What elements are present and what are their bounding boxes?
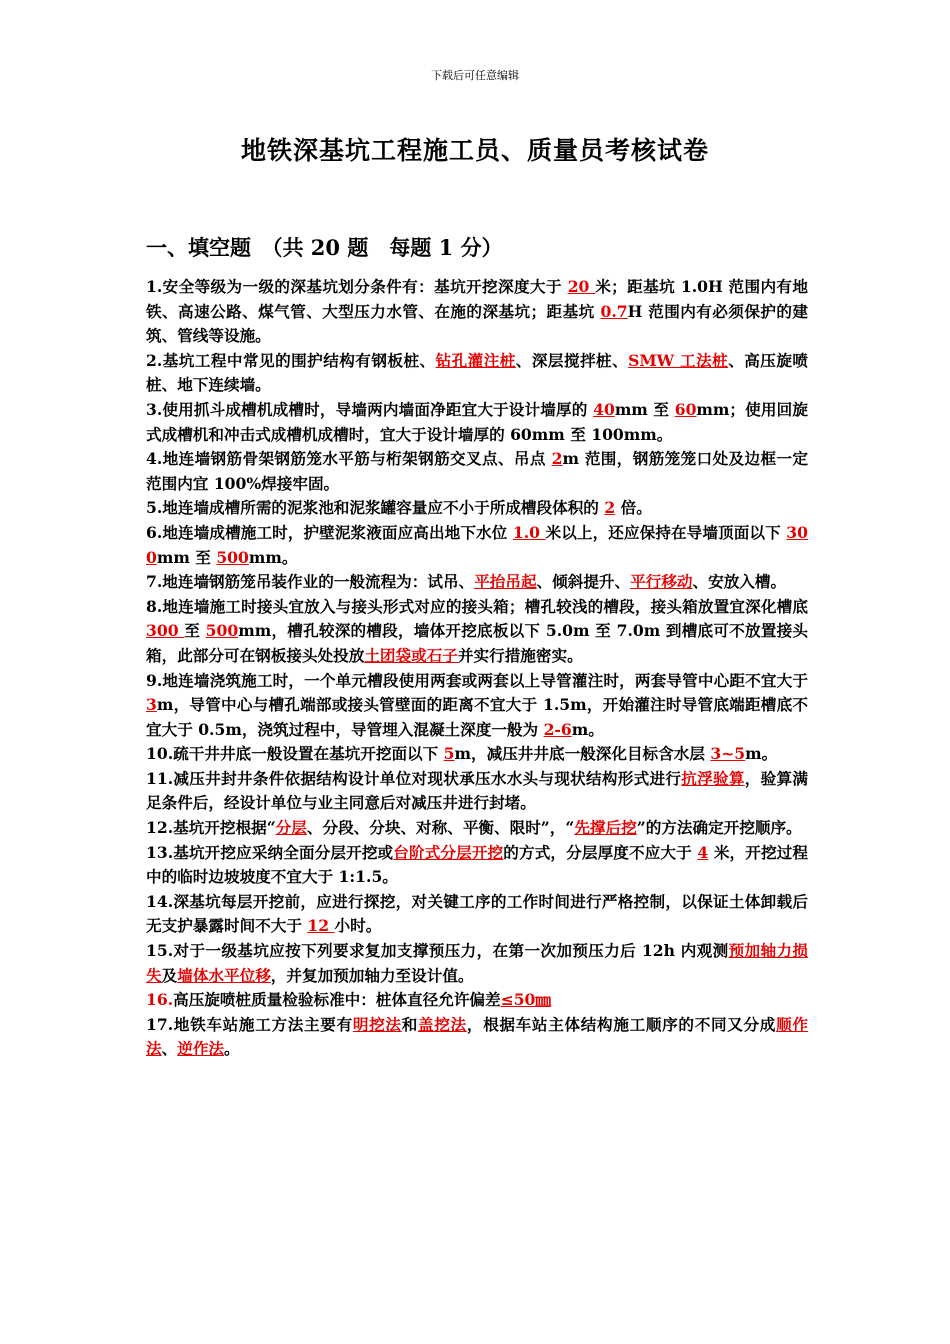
answer-blank: 先撑后挖 <box>574 818 637 838</box>
answer-blank: 墙体水平位移 <box>177 965 271 985</box>
question-item <box>146 939 808 988</box>
answer-blank: 20 <box>567 277 596 296</box>
answer-blank: 5 <box>443 744 455 764</box>
question-list <box>146 275 808 1062</box>
question-text: 2.基坑工程中常见的围护结构有钢板桩、 <box>146 350 436 370</box>
question-text: m，导管中心与槽孔端部或接头管壁面的距离不宜大于 1.5m，开始灌注时导管底端距槽底不宜大于 0.5m，浇筑过程中，导管埋入混凝土深度一般为 <box>146 695 808 739</box>
question-text: mm，槽孔较深的槽段，墙体开挖底板以下 5.0m 至 7.0m 到槽底可不放置接头箱，此部分可在钢板接头处投放 <box>146 621 808 665</box>
question-item <box>146 742 808 767</box>
question-item <box>146 496 808 521</box>
question-text: 7.地连墙钢筋笼吊装作业的一般流程为：试吊、 <box>146 572 475 592</box>
question-item <box>146 890 808 939</box>
answer-blank: 明挖法 <box>352 1014 402 1034</box>
question-item <box>146 275 808 349</box>
question-text: 14.深基坑每层开挖前，应进行探挖，对关键工序的工作时间进行严格控制，以保证土体卸载后无支护暴露时间不大于 <box>146 891 808 936</box>
question-text: 小时。 <box>334 916 382 936</box>
question-item <box>146 841 808 890</box>
answer-blank: 300 <box>146 621 185 641</box>
header-note: 下载后可任意编辑 <box>431 69 519 82</box>
question-text: 15.对于一级基坑应按下列要求复加支撑预压力，在第一次加预压力后 12h 内观测 <box>146 941 729 961</box>
question-text: 、 <box>161 1039 178 1059</box>
question-text: m。 <box>571 719 604 739</box>
answer-blank: 2-6 <box>543 719 572 739</box>
answer-blank: SMW 工法桩 <box>628 350 729 370</box>
answer-blank: 钻孔灌注桩 <box>435 350 516 370</box>
question-text: 高压旋喷桩质量检验标准中：桩体直径允许偏差 <box>173 990 501 1010</box>
question-text: m。 <box>745 744 778 764</box>
question-text: ，根据车站主体结构施工顺序的不同又分成 <box>466 1014 777 1034</box>
answer-blank: 500 <box>205 621 239 641</box>
question-text: 及 <box>161 965 178 985</box>
answer-blank: 台阶式分层开挖 <box>393 842 504 862</box>
question-text: 、高压旋喷桩、地下连续墙。 <box>146 350 808 395</box>
question-text: 12.基坑开挖根据“ <box>146 818 276 838</box>
question-text: 、分段、分块、对称、平衡、限时”，“ <box>306 818 575 838</box>
question-text: m，减压井井底一般深化目标含水层 <box>454 744 711 764</box>
answer-blank: 顺作法 <box>146 1014 808 1059</box>
question-item <box>146 1013 808 1062</box>
question-text: 10.疏干井井底一般设置在基坑开挖面以下 <box>146 744 444 764</box>
answer-blank: ≤50㎜ <box>500 990 551 1010</box>
answer-blank: 土团袋或石子 <box>364 645 458 665</box>
question-text: 6.地连墙成槽施工时，护壁泥浆液面应高出地下水位 <box>146 522 513 542</box>
answer-blank: 逆作法 <box>177 1039 225 1059</box>
question-text: mm。 <box>248 547 298 567</box>
answer-blank: 1.0 <box>512 522 546 542</box>
question-text: 至 <box>184 621 206 641</box>
question-item <box>146 767 808 816</box>
question-text: 并实行措施密实。 <box>457 645 583 665</box>
question-text: 8.地连墙施工时接头宜放入与接头形式对应的接头箱；槽孔较浅的槽段，接头箱放置宜深化槽底 <box>146 596 808 616</box>
question-text: 17.地铁车站施工方法主要有 <box>146 1014 353 1034</box>
question-text: 1.安全等级为一级的深基坑划分条件有：基坑开挖深度大于 <box>146 277 568 296</box>
answer-blank: 0.7 <box>600 301 628 321</box>
answer-blank: 3~5 <box>710 744 746 764</box>
answer-blank: 2 <box>551 449 563 469</box>
answer-blank: 500 <box>216 547 249 567</box>
question-text: m 范围，钢筋笼笼口处及边框一定范围内宜 100%焊接牢固。 <box>146 449 808 493</box>
question-text: mm；使用回旋式成槽机和冲击式成槽机成槽时，宜大于设计墙厚的 60mm 至 100mm。 <box>146 399 808 444</box>
answer-blank: 2 <box>604 498 616 518</box>
question-item <box>146 349 808 398</box>
question-item <box>146 988 808 1013</box>
answer-blank: 40 <box>593 399 615 419</box>
answer-blank: 平行移动 <box>630 572 693 592</box>
answer-blank: 60 <box>674 399 697 419</box>
question-text: 、安放入槽。 <box>692 572 787 592</box>
answer-blank: 4 <box>697 842 709 862</box>
answer-blank: 分层 <box>275 818 307 838</box>
question-text: mm 至 <box>614 399 675 419</box>
question-item <box>146 816 808 841</box>
question-text: 和 <box>401 1014 418 1034</box>
question-text: mm 至 <box>156 547 217 567</box>
question-text: 倍。 <box>615 498 652 518</box>
question-item <box>146 570 808 595</box>
section-heading: 一、填空题 （共 20 题 每题 1 分） <box>146 235 503 260</box>
question-text: 5.地连墙成槽所需的泥浆池和泥浆罐容量应不小于所成槽段体积的 <box>146 498 605 518</box>
answer-blank: 12 <box>307 916 335 936</box>
question-text: 。 <box>224 1039 240 1059</box>
question-text: ，验算满足条件后，经设计单位与业主同意后对减压井进行封堵。 <box>146 768 808 813</box>
answer-blank: 300 <box>146 522 808 567</box>
question-text: 米；距基坑 1.0H 范围内有地铁、高速公路、煤气管、大型压力水管、在施的深基坑；距基坑 <box>146 277 808 321</box>
question-text: 米以上，还应保持在导墙顶面以下 <box>545 522 787 542</box>
question-item <box>146 595 808 669</box>
answer-blank: 盖挖法 <box>417 1014 467 1034</box>
question-text: 米，开挖过程中的临时边坡坡度不宜大于 1:1.5。 <box>146 842 808 887</box>
question-text: 9.地连墙浇筑施工时，一个单元槽段使用两套或两套以上导管灌注时，两套导管中心距不宜大于 <box>146 670 808 690</box>
answer-blank: 预加轴力损失 <box>146 941 808 985</box>
question-text: 、倾斜提升、 <box>536 572 631 592</box>
question-number: 16. <box>146 990 174 1010</box>
page-title: 地铁深基坑工程施工员、质量员考核试卷 <box>240 136 709 165</box>
question-text: 4.地连墙钢筋骨架钢筋笼水平筋与桁架钢筋交叉点、吊点 <box>146 449 552 469</box>
question-text: 13.基坑开挖应采纳全面分层开挖或 <box>146 842 394 862</box>
answer-blank: 抗浮验算 <box>681 768 745 788</box>
question-text: 、深层搅拌桩、 <box>515 350 629 370</box>
question-item <box>146 398 808 447</box>
answer-blank: 3 <box>146 695 157 715</box>
answer-blank: 平抬吊起 <box>474 572 537 592</box>
question-text: ”的方法确定开挖顺序。 <box>636 818 802 838</box>
question-item <box>146 447 808 496</box>
question-text: ，并复加预加轴力至设计值。 <box>270 965 474 985</box>
question-text: 3.使用抓斗成槽机成槽时，导墙两内墙面净距宜大于设计墙厚的 <box>146 399 594 419</box>
question-item <box>146 669 808 743</box>
question-text: 11.减压井封井条件依据结构设计单位对现状承压水水头与现状结构形式进行 <box>146 768 682 788</box>
question-text: H 范围内有必须保护的建筑、管线等设施。 <box>146 301 808 346</box>
question-text: 的方式，分层厚度不应大于 <box>503 842 698 862</box>
question-item <box>146 521 808 570</box>
